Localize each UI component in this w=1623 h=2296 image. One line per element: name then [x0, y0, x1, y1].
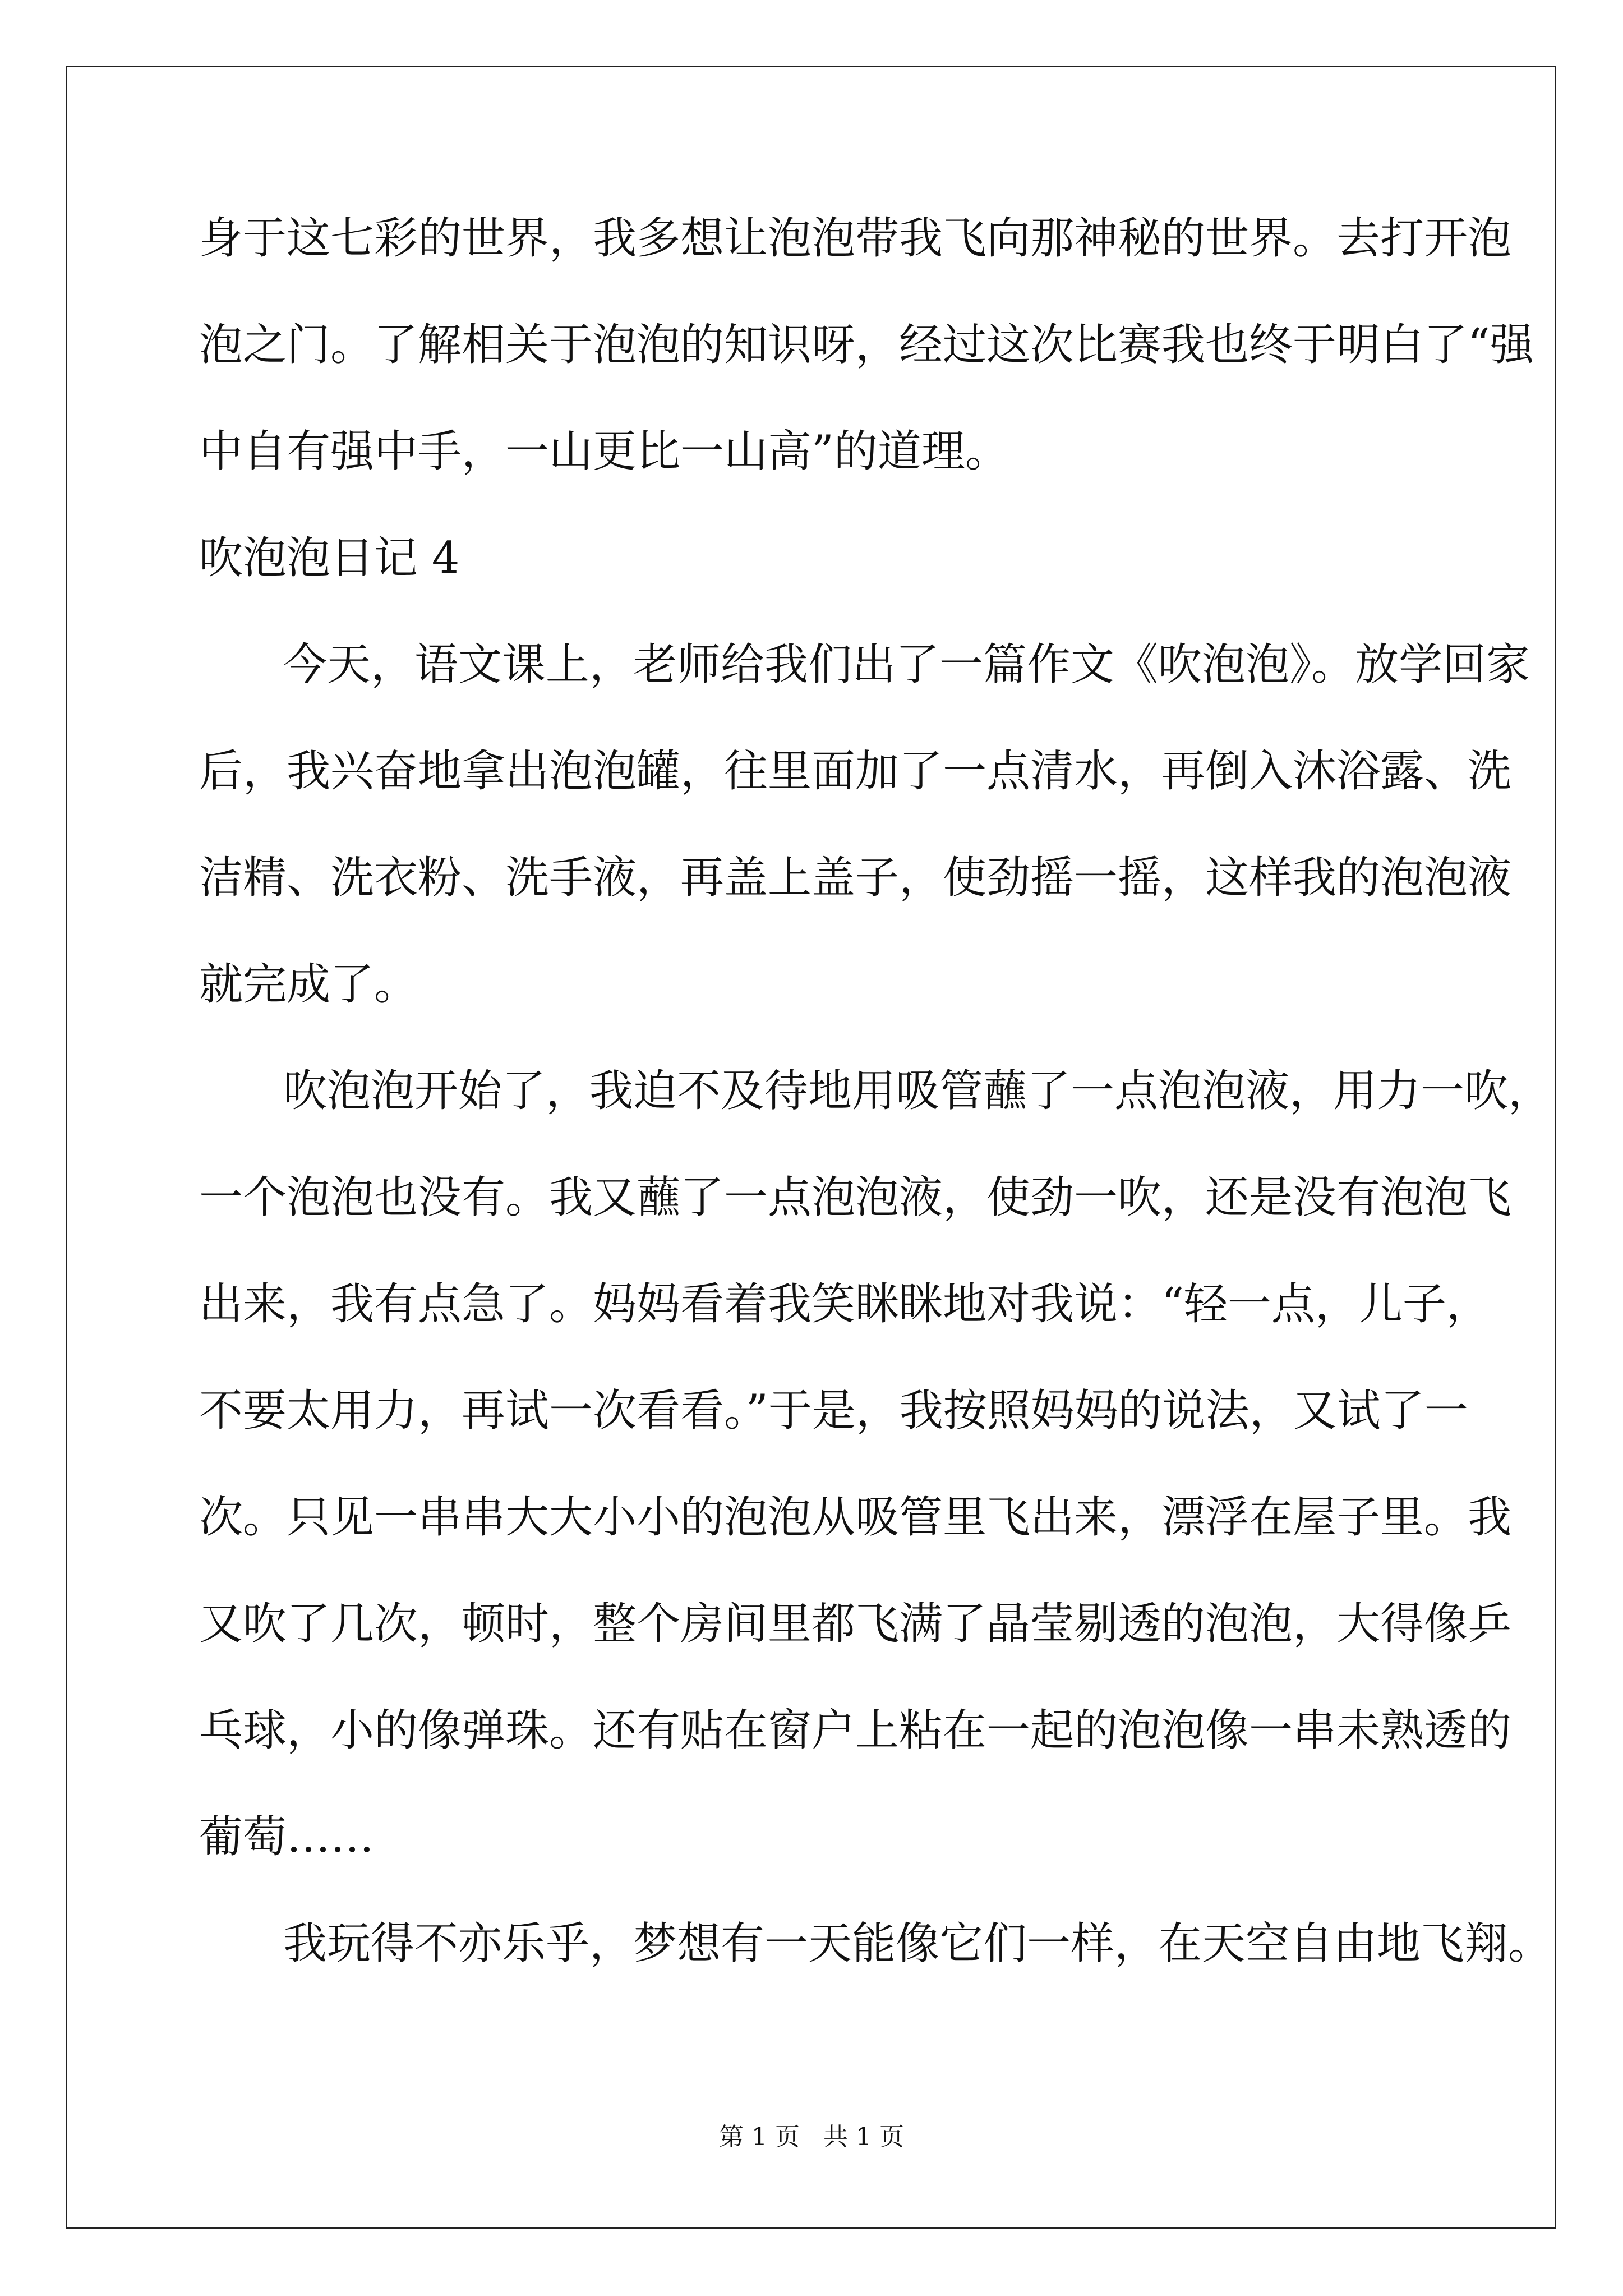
text-line: 就完成了。: [199, 959, 418, 1010]
text-line: 我玩得不亦乐乎，梦想有一天能像它们一样，在天空自由地飞翔。: [283, 1918, 1552, 1969]
text-line: 身于这七彩的世界，我多想让泡泡带我飞向那神秘的世界。去打开泡: [199, 213, 1512, 264]
text-line: 乓球，小的像弹珠。还有贴在窗户上粘在一起的泡泡像一串未熟透的: [199, 1705, 1512, 1756]
text-line: 吹泡泡开始了，我迫不及待地用吸管蘸了一点泡泡液，用力一吹，: [283, 1066, 1552, 1116]
text-line: 又吹了几次，顿时，整个房间里都飞满了晶莹剔透的泡泡，大得像乒: [199, 1599, 1512, 1649]
text-line: 泡之门。了解相关于泡泡的知识呀，经过这次比赛我也终于明白了“强: [199, 320, 1534, 370]
text-line: 葡萄……: [199, 1812, 375, 1862]
text-line: 中自有强中手，一山更比一山高”的道理。: [199, 426, 1009, 477]
page-number-footer: 第 1 页 共 1 页: [719, 2123, 904, 2151]
text-line: 一个泡泡也没有。我又蘸了一点泡泡液，使劲一吹，还是没有泡泡飞: [199, 1172, 1512, 1223]
text-line: 出来，我有点急了。妈妈看着我笑眯眯地对我说：“轻一点，儿子，: [199, 1279, 1490, 1329]
text-line: 今天，语文课上，老师给我们出了一篇作文《吹泡泡》。放学回家: [283, 639, 1530, 690]
text-line: 洁精、洗衣粉、洗手液，再盖上盖子，使劲摇一摇，这样我的泡泡液: [199, 853, 1512, 903]
page-border: [66, 66, 1556, 2229]
text-line: 后，我兴奋地拿出泡泡罐，往里面加了一点清水，再倒入沐浴露、洗: [199, 746, 1512, 797]
section-heading: 吹泡泡日记 4: [199, 533, 460, 583]
text-line: 次。只见一串串大大小小的泡泡从吸管里飞出来，漂浮在屋子里。我: [199, 1492, 1512, 1543]
text-line: 不要太用力，再试一次看看。”于是，我按照妈妈的说法，又试了一: [199, 1386, 1468, 1436]
